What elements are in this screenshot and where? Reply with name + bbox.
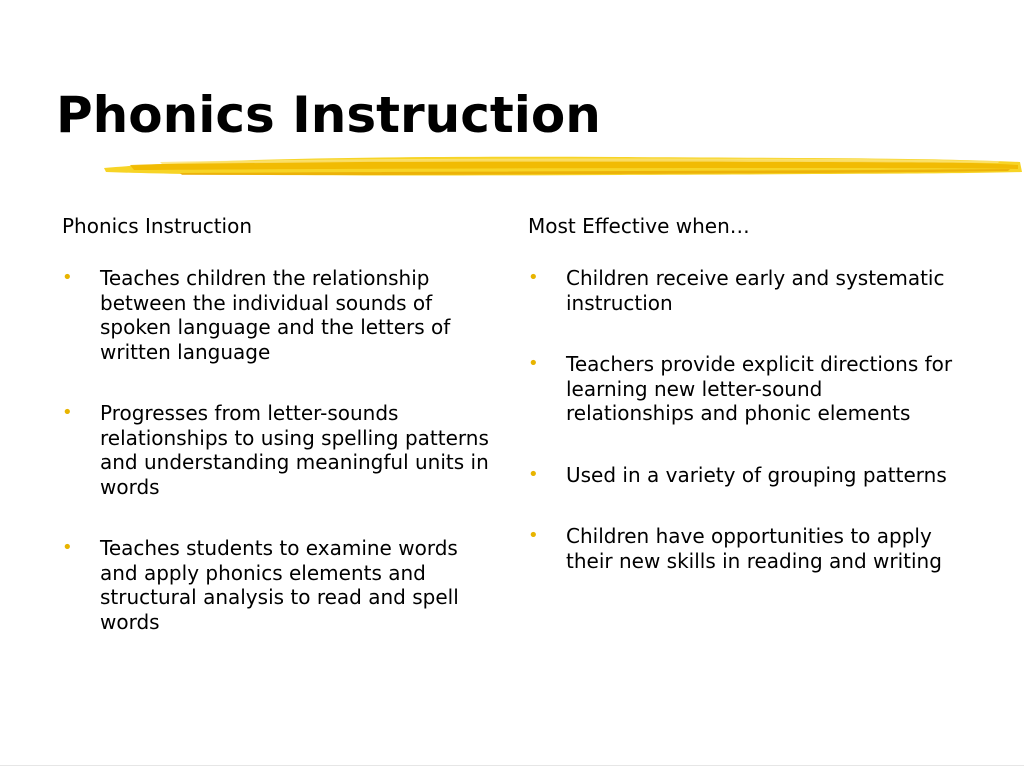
slide-title: Phonics Instruction [56, 86, 601, 144]
bullet-icon: • [62, 402, 73, 423]
list-item [62, 536, 502, 634]
bullet-text: Used in a variety of grouping patterns [566, 462, 947, 487]
bullet-icon: • [528, 525, 539, 546]
bullet-text: Progresses from letter-sounds relationships to using spelling patterns and understanding meaningful units in words [100, 401, 489, 499]
left-column [62, 212, 502, 671]
list-item [528, 352, 968, 426]
bullet-icon: • [62, 267, 73, 288]
bullet-text: Children receive early and systematic instruction [566, 266, 945, 315]
list-item [528, 266, 968, 315]
list-item [62, 266, 502, 364]
left-column-heading: Phonics Instruction [62, 214, 253, 238]
right-column [528, 212, 968, 610]
bullet-text: Teachers provide explicit directions for learning new letter-sound relationships and phonic elements [566, 352, 953, 425]
right-column-heading: Most Effective when… [528, 214, 750, 238]
bullet-text: Teaches children the relationship between the individual sounds of spoken language and the letters of written language [100, 266, 451, 364]
left-bullet-list [62, 266, 502, 634]
right-bullet-list [528, 266, 968, 573]
bullet-icon: • [528, 463, 539, 485]
bullet-icon: • [62, 537, 73, 558]
bottom-divider [0, 765, 1024, 766]
list-item [528, 524, 968, 573]
list-item [528, 463, 968, 488]
bullet-text: Teaches students to examine words and apply phonics elements and structural analysis to read and spell words [100, 536, 459, 634]
bullet-icon: • [528, 267, 539, 288]
bullet-icon: • [528, 353, 539, 374]
list-item [62, 401, 502, 499]
bullet-text: Children have opportunities to apply their new skills in reading and writing [566, 524, 942, 573]
brush-stroke-underline [100, 148, 1024, 188]
